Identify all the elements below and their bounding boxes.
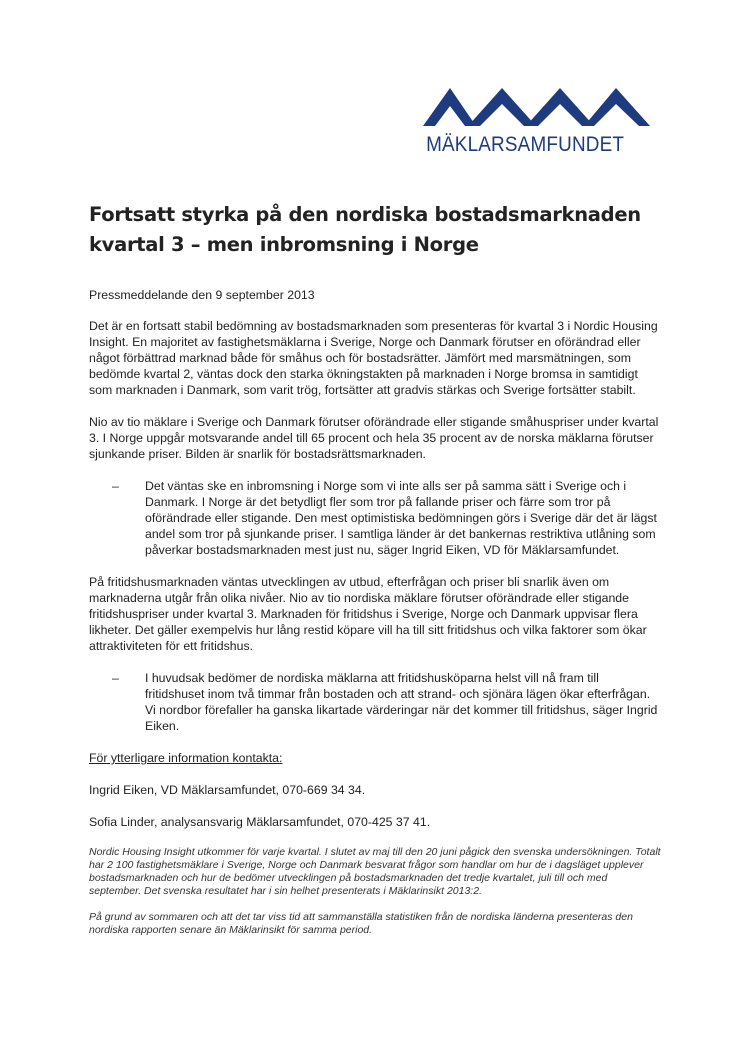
- quote-text: Det väntas ske en inbromsning i Norge som vi inte alls ser på samma sätt i Sverige och i Danmark. I Norge är det betydligt fler som tror på fallande priser och färre som tror på oförändrade eller stigande. Den mest optimistiska bedömningen görs i Sverige där det är lägst andel som tror på sjunkande priser. I samtliga länder är det bankernas restriktiva utlåning som påverkar bostadsmarknaden mest just nu, säger Ingrid Eiken, VD för Mäklarsamfundet.: [145, 479, 657, 557]
- footnote-survey: Nordic Housing Insight utkommer för varje kvartal. I slutet av maj till den 20 juni pågick den svenska undersökningen. Totalt har 2 100 fastighetsmäklare i Sverige, Norge och Danmark besvarat frågor som handlar om hur de i dagsläget upplever bostadsmarknaden och hur de bedömer utvecklingen på bostadsmarknaden det tredje kvartalet, juli till och med september. Det svenska resultatet har i sin helhet presenterats i Mäklarinsikt 2013:2.: [89, 846, 661, 897]
- paragraph-prices: Nio av tio mäklare i Sverige och Danmark förutser oförändrade eller stigande småhuspriser under kvartal 3. I Norge uppgår motsvarande andel till 65 procent och hela 35 procent av de norska mäklarna förutser sjunkande priser. Bilden är snarlik för bostadsrättsmarknaden.: [89, 415, 659, 461]
- contact-person: Ingrid Eiken, VD Mäklarsamfundet, 070-669 34 34.: [89, 783, 366, 797]
- roof-peaks-logo-mark: [418, 86, 656, 130]
- press-release: [89, 200, 661, 936]
- quote-text: I huvudsak bedömer de nordiska mäklarna att fritidshusköparna helst vill nå fram till fritidshuset inom två timmar från bostaden och att strand- och sjönära lägen ökar efterfrågan. Vi nordbor förefaller ha ganska likartade värderingar när det kommer till fritidshus, säger Ingrid Eiken.: [145, 671, 658, 733]
- paragraph-holiday-homes: På fritidshusmarknaden väntas utvecklingen av utbud, efterfrågan och priser bli snarlik även om marknaderna utgår från olika nivåer. Nio av tio nordiska mäklare förutser oförändrade eller stigande fritidshuspriser under kvartal 3. Marknaden för fritidshus i Sverige, Norge och Danmark uppvisar flera likheter. Det gäller exempelvis hur lång restid köpare vill ha till sitt fritidshus och vilka faktorer som ökar attraktiviteten för ett fritidshus.: [89, 575, 647, 653]
- dateline: Pressmeddelande den 9 september 2013: [89, 288, 315, 302]
- footnote-timing: På grund av sommaren och att det tar viss tid att sammanställa statistiken från de nordiska länderna presenteras den nordiska rapporten senare än Mäklarinsikt för samma period.: [89, 911, 633, 936]
- quote-bullet: [89, 478, 661, 558]
- paragraph-intro: Det är en fortsatt stabil bedömning av bostadsmarknaden som presenteras för kvartal 3 i Nordic Housing Insight. En majoritet av fastighetsmäklarna i Sverige, Norge och Danmark förutser en oförändrad eller något förbättrad marknad både för småhus och för bostadsrätter. Jämfört med marsmätningen, som bedömde kvartal 2, väntas dock den starka ökningstakten på marknaden i Norge bromsa in samtidigt som marknaden i Danmark, som varit trög, fortsätter att gradvis stärkas och Sverige fortsätter stabilt.: [89, 319, 658, 397]
- quote-bullet: [89, 670, 661, 734]
- contact-person: Sofia Linder, analysansvarig Mäklarsamfundet, 070-425 37 41.: [89, 815, 431, 829]
- logo-wordmark: MÄKLARSAMFUNDET: [426, 133, 625, 156]
- dash-bullet: –: [112, 671, 119, 685]
- dash-bullet: –: [112, 479, 119, 493]
- press-release-body: [89, 318, 661, 950]
- maklarsamfundet-logo: [418, 86, 656, 158]
- page-title: Fortsatt styrka på den nordiska bostadsmarknaden kvartal 3 – men inbromsning i Norge: [89, 203, 641, 256]
- contact-heading: För ytterligare information kontakta:: [89, 751, 283, 765]
